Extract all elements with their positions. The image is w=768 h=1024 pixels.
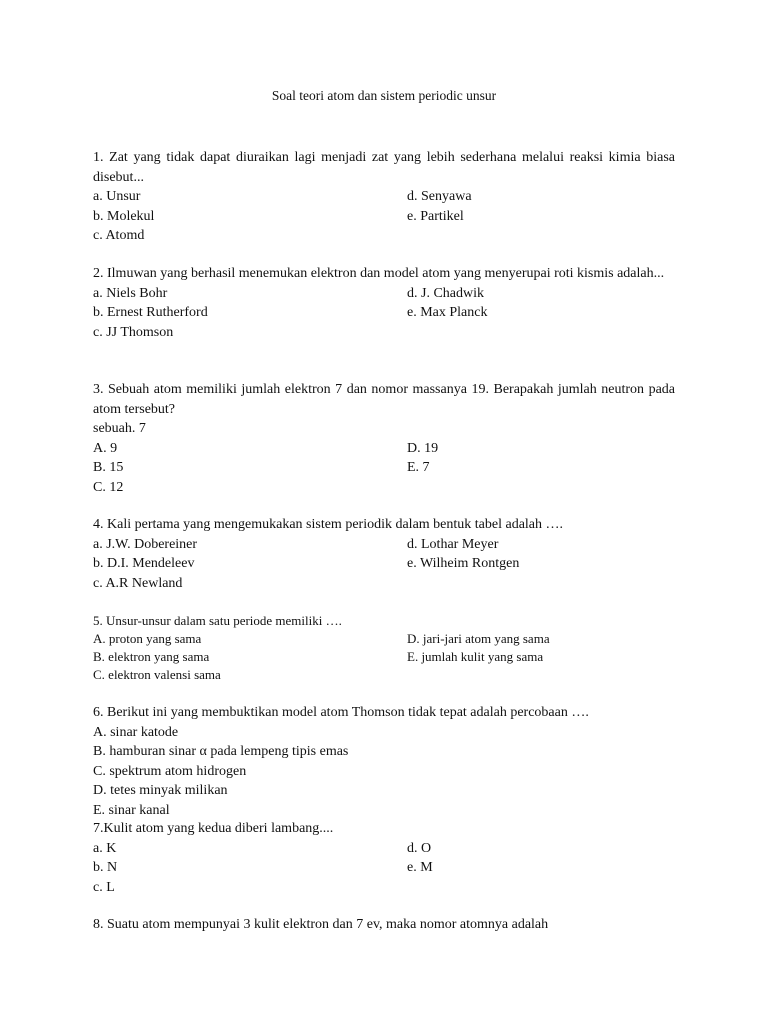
question-4-option-a: a. J.W. Dobereiner	[93, 536, 198, 552]
question-3	[93, 380, 675, 497]
question-7-option-e: e. M	[407, 860, 433, 875]
question-4-option-d: d. Lothar Meyer	[407, 536, 499, 552]
question-5-stem: 5. Unsur-unsur dalam satu periode memiliki ….	[93, 613, 342, 628]
question-3-option-c: C. 12	[93, 479, 124, 495]
question-3-option-d: D. 19	[407, 440, 439, 456]
question-6-option-a: A. sinar katode	[93, 724, 179, 740]
question-2-stem: 2. Ilmuwan yang berhasil menemukan elektron dan model atom yang menyerupai roti kismis adalah...	[93, 266, 665, 281]
question-2-option-c: c. JJ Thomson	[93, 324, 174, 340]
question-3-option-b: B. 15	[93, 460, 124, 475]
question-2-option-e: e. Max Planck	[407, 305, 488, 320]
question-6-option-b: B. hamburan sinar α pada lempeng tipis emas	[93, 744, 349, 759]
question-7-option-d: d. O	[407, 840, 432, 856]
question-1-option-c: c. Atomd	[93, 228, 145, 243]
question-4-stem: 4. Kali pertama yang mengemukakan sistem periodik dalam bentuk tabel adalah ….	[93, 517, 564, 532]
question-3-extra-line: sebuah. 7	[93, 421, 146, 436]
question-3-option-e: E. 7	[407, 460, 430, 475]
question-5	[93, 612, 675, 684]
question-5-option-a: A. proton yang sama	[93, 631, 202, 646]
question-7-row-1	[93, 839, 675, 859]
question-5-row-2	[93, 648, 675, 666]
question-2-row-2	[93, 303, 675, 323]
question-1-option-a: a. Unsur	[93, 189, 141, 204]
question-2-option-a: a. Niels Bohr	[93, 285, 168, 301]
question-2-option-b: b. Ernest Rutherford	[93, 305, 208, 320]
question-7-option-a: a. K	[93, 840, 117, 856]
question-7-option-c: c. L	[93, 879, 115, 895]
question-5-option-b: B. elektron yang sama	[93, 649, 210, 664]
question-1-option-e: e. Partikel	[407, 208, 464, 224]
question-2-option-d: d. J. Chadwik	[407, 285, 484, 301]
question-5-option-e: E. jumlah kulit yang sama	[407, 649, 544, 664]
question-2	[93, 264, 675, 342]
question-4-option-e: e. Wilheim Rontgen	[407, 556, 520, 571]
question-8	[93, 915, 675, 935]
question-7-row-2	[93, 858, 675, 878]
question-3-row-2	[93, 458, 675, 478]
question-1-row-1	[93, 187, 675, 207]
question-2-row-1	[93, 284, 675, 304]
question-1-option-d: d. Senyawa	[407, 189, 472, 204]
question-3-stem: 3. Sebuah atom memiliki jumlah elektron 7 dan nomor massanya 19. Berapakah jumlah neutron pada atom tersebut?	[93, 382, 675, 417]
question-5-row-1	[93, 630, 675, 648]
question-4-row-2	[93, 554, 675, 574]
question-7	[93, 819, 675, 897]
question-1-row-2	[93, 207, 675, 227]
question-7-option-b: b. N	[93, 860, 118, 875]
question-4-row-1	[93, 535, 675, 555]
question-6-option-d: D. tetes minyak milikan	[93, 783, 228, 798]
question-1-option-b: b. Molekul	[93, 208, 155, 224]
question-1	[93, 148, 675, 246]
question-3-row-1	[93, 439, 675, 459]
question-3-option-a: A. 9	[93, 440, 118, 456]
question-6-option-c: C. spektrum atom hidrogen	[93, 763, 247, 779]
question-6-stem: 6. Berikut ini yang membuktikan model atom Thomson tidak tepat adalah percobaan ….	[93, 705, 589, 720]
question-6-option-e: E. sinar kanal	[93, 802, 170, 818]
question-4-option-b: b. D.I. Mendeleev	[93, 556, 195, 571]
question-7-stem: 7.Kulit atom yang kedua diberi lambang....	[93, 821, 334, 836]
question-5-option-d: D. jari-jari atom yang sama	[407, 631, 550, 646]
question-8-stem: 8. Suatu atom mempunyai 3 kulit elektron dan 7 ev, maka nomor atomnya adalah	[93, 917, 549, 932]
page-title: Soal teori atom dan sistem periodic unsur	[271, 88, 497, 103]
question-6	[93, 703, 675, 820]
question-5-option-c: C. elektron valensi sama	[93, 667, 221, 682]
question-4-option-c: c. A.R Newland	[93, 575, 183, 591]
question-4	[93, 515, 675, 593]
question-1-stem: 1. Zat yang tidak dapat diuraikan lagi menjadi zat yang lebih sederhana melalui reaksi kimia biasa disebut...	[93, 150, 675, 185]
